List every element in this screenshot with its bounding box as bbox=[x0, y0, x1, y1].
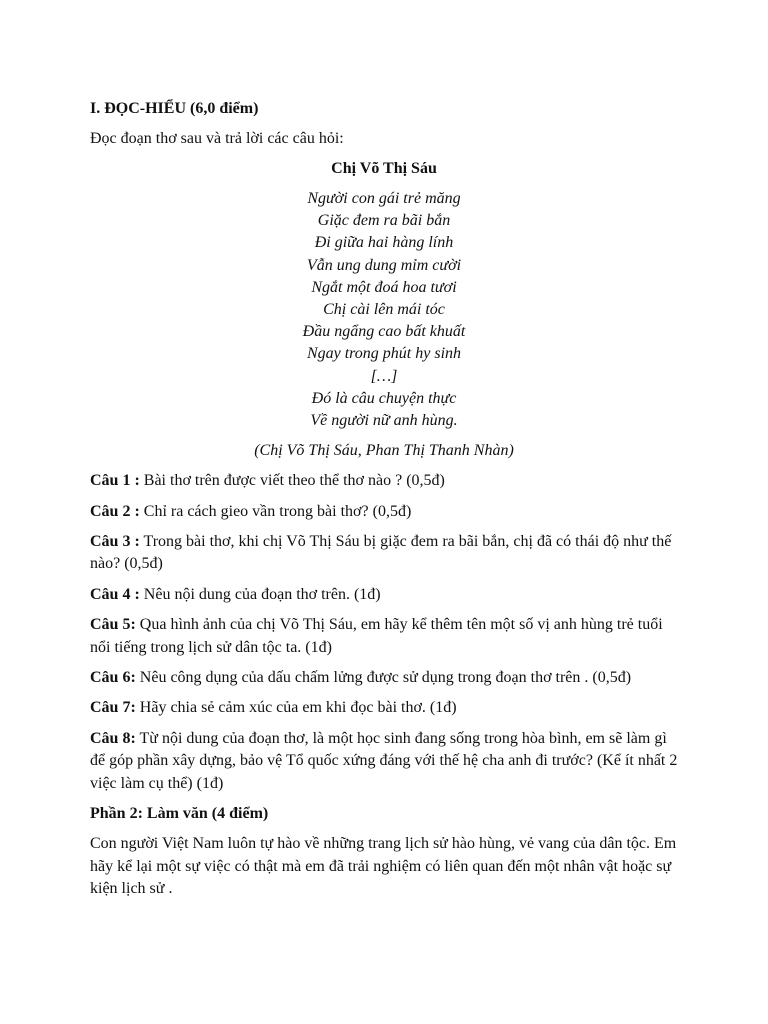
question-text: Qua hình ảnh của chị Võ Thị Sáu, em hãy kể thêm tên một số vị anh hùng trẻ tuổi nổi tiếng trong lịch sử dân tộc ta. (1đ) bbox=[90, 616, 663, 656]
poem-line: Ngắt một đoá hoa tươi bbox=[311, 278, 457, 296]
poem-line: Người con gái trẻ măng bbox=[307, 190, 461, 207]
question-label: Câu 8: bbox=[90, 729, 136, 747]
poem-line: Đầu ngẩng cao bất khuất bbox=[302, 323, 466, 341]
poem-line: Chị cài lên mái tóc bbox=[323, 301, 445, 319]
question-4 bbox=[90, 584, 678, 606]
question-7 bbox=[90, 697, 678, 719]
question-text: Bài thơ trên được viết theo thể thơ nào ? (0,5đ) bbox=[139, 472, 445, 490]
question-label: Câu 6: bbox=[90, 669, 136, 687]
part2-title: Phần 2: Làm văn (4 điểm) bbox=[90, 805, 269, 823]
question-3 bbox=[90, 531, 678, 576]
question-2 bbox=[90, 501, 678, 523]
question-text: Chỉ ra cách gieo vần trong bài thơ? (0,5đ) bbox=[139, 502, 412, 520]
question-text: Từ nội dung của đoạn thơ, là một học sinh đang sống trong hòa bình, em sẽ làm gì để góp phần xây dựng, bảo vệ Tổ quốc xứng đáng với thế hệ cha anh đi trước? (Kể ít nhất 2 việc làm cụ thể) (1đ) bbox=[90, 729, 678, 792]
question-text: Trong bài thơ, khi chị Võ Thị Sáu bị giặc đem ra bãi bắn, chị đã có thái độ như thế nào? (0,5đ) bbox=[90, 533, 672, 573]
question-label: Câu 2 : bbox=[90, 502, 140, 520]
essay-prompt: Con người Việt Nam luôn tự hào về những trang lịch sử hào hùng, vẻ vang của dân tộc. Em hãy kể lại một sự việc có thật mà em đã trải nghiệm có liên quan đến một nhân vật hoặc sự kiện lịch sử . bbox=[90, 835, 677, 897]
poem-line: Vẫn ung dung mỉm cười bbox=[306, 256, 462, 274]
poem-title: Chị Võ Thị Sáu bbox=[331, 160, 437, 177]
question-label: Câu 3 : bbox=[90, 533, 140, 551]
poem-line: Đó là câu chuyện thực bbox=[311, 389, 457, 407]
poem-line: Ngay trong phút hy sinh bbox=[306, 345, 462, 363]
question-1 bbox=[90, 470, 678, 492]
question-label: Câu 1 : bbox=[90, 472, 140, 490]
question-text: Nêu nội dung của đoạn thơ trên. (1đ) bbox=[139, 585, 381, 603]
poem-line: […] bbox=[370, 367, 398, 385]
instruction-text: Đọc đoạn thơ sau và trả lời các câu hỏi: bbox=[90, 130, 344, 147]
question-8 bbox=[90, 728, 678, 795]
section-title: I. ĐỌC-HIỂU (6,0 điểm) bbox=[90, 100, 259, 117]
poem-line: Về người nữ anh hùng. bbox=[310, 412, 458, 430]
question-6 bbox=[90, 667, 678, 689]
question-text: Hãy chia sẻ cảm xúc của em khi đọc bài thơ. (1đ) bbox=[135, 699, 457, 717]
poem-body bbox=[90, 188, 678, 432]
poem-citation: (Chị Võ Thị Sáu, Phan Thị Thanh Nhàn) bbox=[254, 442, 514, 460]
question-label: Câu 4 : bbox=[90, 585, 140, 603]
poem-line: Giặc đem ra bãi bắn bbox=[317, 212, 451, 230]
question-5 bbox=[90, 614, 678, 659]
question-label: Câu 5: bbox=[90, 616, 136, 634]
poem-line: Đi giữa hai hàng lính bbox=[314, 234, 454, 252]
question-label: Câu 7: bbox=[90, 699, 136, 717]
question-text: Nêu công dụng của dấu chấm lửng được sử dụng trong đoạn thơ trên . (0,5đ) bbox=[135, 669, 632, 687]
